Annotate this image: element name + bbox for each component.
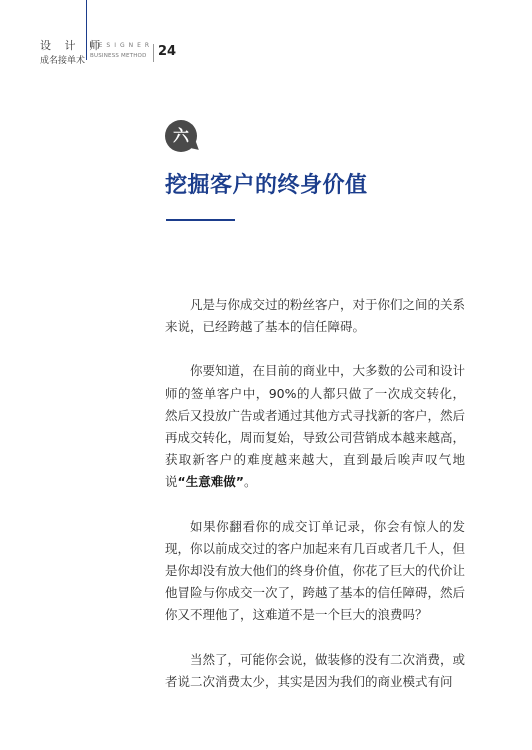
paragraph-2: 你要知道，在目前的商业中，大多数的公司和设计师的签单客户中，90%的人都只做了一次成交转化，然后又投放广告或者通过其他方式寻找新的客户，然后再成交转化，周而复始，导致公司营销成本越来越高，获取新客户的难度越来越大，直到最后唉声叹气地说“生意难做”。 [165,363,466,490]
section-number-badge: 六 [165,120,197,152]
emphasis-phrase: “生意难做” [177,474,244,490]
paragraph-4: 当然了，可能你会说，做装修的没有二次消费，或者说二次消费太少，其实是因为我们的商业模式有问 [165,651,466,689]
header-book-title: 设 计 师 [40,39,105,52]
title-underline [166,219,235,221]
body-text [165,294,465,715]
page-number: 24 [158,44,177,59]
section-title: 挖掘客户的终身价值 [165,173,368,198]
header-english-subtitle: BUSINESS METHOD [90,53,147,59]
header-book-subtitle: 成名接单术 [40,56,86,66]
paragraph-1: 凡是与你成交过的粉丝客户，对于你们之间的关系来说，已经跨越了基本的信任障碍。 [165,297,466,335]
paragraph-3: 如果你翻看你的成交订单记录，你会有惊人的发现，你以前成交过的客户加起来有几百或者几千人，但是你却没有放大他们的终身价值，你花了巨大的代价让他冒险与你成交一次了，跨越了基本的信任障碍，然后你又不理他了，这难道不是一个巨大的浪费吗？ [165,518,466,623]
header-english-title: DESIGNER [90,42,154,49]
header-divider [153,44,154,62]
